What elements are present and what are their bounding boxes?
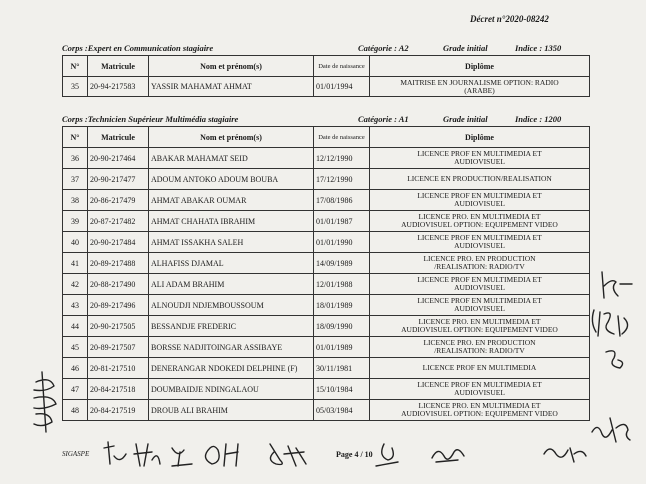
corps-title-1: Corps :Expert en Communication stagiaire [62,43,214,53]
table-row [63,337,590,358]
row-number: 39 [63,211,88,232]
row-matricule: 20-90-217477 [88,169,149,190]
row-birthdate: 15/10/1984 [314,379,370,400]
table-section-2 [62,126,590,421]
row-matricule: 20-90-217505 [88,316,149,337]
diploma-line-2: AUDIOVISUEL [454,241,505,250]
header-date: Date de naissance [314,56,370,77]
categorie-1: Catégorie : A2 [358,43,409,53]
header-matricule: Matricule [88,56,149,77]
table-header-row [63,127,590,148]
header-diploma: Diplôme [370,56,590,77]
row-name: BESSANDJE FREDERIC [149,316,314,337]
row-matricule: 20-89-217488 [88,253,149,274]
diploma-line-1: LICENCE PRO. EN MULTIMEDIA ET [418,317,541,326]
row-diploma [370,77,590,97]
diploma-line-1: LICENCE PROF EN MULTIMEDIA ET [417,233,542,242]
row-number: 36 [63,148,88,169]
row-matricule: 20-90-217464 [88,148,149,169]
row-matricule: 20-88-217490 [88,274,149,295]
handwritten-initial-left [28,368,62,438]
row-matricule: 20-89-217496 [88,295,149,316]
header-n: N° [63,56,88,77]
header-name: Nom et prénom(s) [149,56,314,77]
table-section-1 [62,55,590,97]
row-name: ADOUM ANTOKO ADOUM BOUBA [149,169,314,190]
row-number: 38 [63,190,88,211]
row-diploma [370,169,590,190]
row-name: YASSIR MAHAMAT AHMAT [149,77,314,97]
diploma-line-1: MAITRISE EN JOURNALISME OPTION: RADIO [400,77,559,87]
page-number: Page 4 / 10 [336,450,373,459]
row-birthdate: 14/09/1989 [314,253,370,274]
corps-title-2: Corps :Technicien Supérieur Multimédia stagiaire [62,114,239,124]
header-diploma: Diplôme [370,127,590,148]
diploma-line-2: AUDIOVISUEL [454,304,505,313]
row-number: 40 [63,232,88,253]
header-name: Nom et prénom(s) [149,127,314,148]
grade-2: Grade initial [443,114,488,124]
row-diploma [370,274,590,295]
diploma-line-2: /REALISATION: RADIO/TV [434,262,525,271]
table-row [63,190,590,211]
grade-1: Grade initial [443,43,488,53]
table-row [63,295,590,316]
diploma-line-1: LICENCE PROF EN MULTIMEDIA ET [417,191,542,200]
row-name: ALI ADAM BRAHIM [149,274,314,295]
row-birthdate: 17/08/1986 [314,190,370,211]
header-matricule: Matricule [88,127,149,148]
diploma-line-1: LICENCE PRO. EN MULTIMEDIA ET [418,212,541,221]
row-matricule: 20-81-217510 [88,358,149,379]
row-birthdate: 18/01/1989 [314,295,370,316]
row-name: DENERANGAR NDOKEDI DELPHINE (F) [149,358,314,379]
row-number: 48 [63,400,88,421]
table-row [63,400,590,421]
row-number: 37 [63,169,88,190]
row-matricule: 20-89-217507 [88,337,149,358]
diploma-line-1: LICENCE PROF EN MULTIMEDIA [422,363,537,372]
row-diploma [370,295,590,316]
table-row [63,274,590,295]
handwritten-initial-right-1 [598,268,638,302]
decree-number: Décret n°2020-08242 [470,14,549,24]
diploma-line-1: LICENCE PROF EN MULTIMEDIA ET [417,275,542,284]
diploma-line-2: (ARABE) [464,85,495,95]
header-date: Date de naissance [314,127,370,148]
row-name: AHMAT ISSAKHA SALEH [149,232,314,253]
row-name: BORSSE NADJITOINGAR ASSIBAYE [149,337,314,358]
diploma-line-1: LICENCE PROF EN MULTIMEDIA ET [417,149,542,158]
row-number: 42 [63,274,88,295]
handwritten-initial-right-3 [600,346,630,372]
row-diploma [370,400,590,421]
diploma-line-1: LICENCE PROF EN MULTIMEDIA ET [417,380,542,389]
row-number: 41 [63,253,88,274]
row-birthdate: 01/01/1987 [314,211,370,232]
diploma-line-2: AUDIOVISUEL OPTION: EQUIPEMENT VIDEO [401,220,558,229]
indice-1: Indice : 1350 [515,43,562,53]
diploma-line-2: AUDIOVISUEL OPTION: EQUIPEMENT VIDEO [401,409,558,418]
table-row [63,77,590,97]
row-diploma [370,379,590,400]
row-birthdate: 18/09/1990 [314,316,370,337]
diploma-line-1: LICENCE EN PRODUCTION/REALISATION [407,174,552,183]
row-birthdate: 12/12/1990 [314,148,370,169]
row-matricule: 20-86-217479 [88,190,149,211]
row-number: 35 [63,77,88,97]
table-row [63,148,590,169]
diploma-line-1: LICENCE PRO. EN PRODUCTION [423,254,536,263]
diploma-line-2: AUDIOVISUEL OPTION: EQUIPEMENT VIDEO [401,325,558,334]
row-number: 46 [63,358,88,379]
row-birthdate: 05/03/1984 [314,400,370,421]
row-diploma [370,211,590,232]
diploma-line-2: /REALISATION: RADIO/TV [434,346,525,355]
header-n: N° [63,127,88,148]
row-matricule: 20-87-217482 [88,211,149,232]
handwritten-signature-bottom-2 [428,440,468,466]
row-matricule: 20-90-217484 [88,232,149,253]
row-name: ALHAFISS DJAMAL [149,253,314,274]
handwritten-signature-bottom-3 [540,440,590,466]
diploma-line-2: AUDIOVISUEL [454,157,505,166]
row-name: ABAKAR MAHAMAT SEID [149,148,314,169]
row-number: 44 [63,316,88,337]
row-matricule: 20-84-217519 [88,400,149,421]
diploma-line-1: LICENCE PRO. EN PRODUCTION [423,338,536,347]
row-diploma [370,337,590,358]
row-diploma [370,358,590,379]
row-number: 45 [63,337,88,358]
row-diploma [370,232,590,253]
table-row [63,358,590,379]
row-name: ALNOUDJI NDJEMBOUSSOUM [149,295,314,316]
row-name: DOUMBAIDJE NDINGALAOU [149,379,314,400]
row-name: AHMAT CHAHATA IBRAHIM [149,211,314,232]
table-row [63,211,590,232]
table-header-row [63,56,590,77]
categorie-2: Catégorie : A1 [358,114,409,124]
table-row [63,253,590,274]
table-row [63,379,590,400]
handwritten-signatures-bottom [100,438,400,472]
diploma-line-2: AUDIOVISUEL [454,199,505,208]
row-diploma [370,316,590,337]
diploma-line-2: AUDIOVISUEL [454,388,505,397]
table-row [63,169,590,190]
table-row [63,316,590,337]
row-matricule: 20-94-217583 [88,77,149,97]
row-diploma [370,190,590,211]
row-birthdate: 01/01/1989 [314,337,370,358]
footer-sigaspe: SIGASPE [62,450,90,458]
row-diploma [370,148,590,169]
row-name: AHMAT ABAKAR OUMAR [149,190,314,211]
handwritten-initial-right-2 [588,306,636,340]
diploma-line-1: LICENCE PRO. EN MULTIMEDIA ET [418,401,541,410]
handwritten-initial-right-4 [588,412,634,446]
row-birthdate: 30/11/1981 [314,358,370,379]
row-matricule: 20-84-217518 [88,379,149,400]
diploma-line-2: AUDIOVISUEL [454,283,505,292]
indice-2: Indice : 1200 [515,114,562,124]
row-number: 47 [63,379,88,400]
diploma-line-1: LICENCE PROF EN MULTIMEDIA ET [417,296,542,305]
row-birthdate: 12/01/1988 [314,274,370,295]
row-birthdate: 17/12/1990 [314,169,370,190]
table-row [63,232,590,253]
row-birthdate: 01/01/1990 [314,232,370,253]
row-birthdate: 01/01/1994 [314,77,370,97]
row-diploma [370,253,590,274]
row-name: DROUB ALI BRAHIM [149,400,314,421]
row-number: 43 [63,295,88,316]
